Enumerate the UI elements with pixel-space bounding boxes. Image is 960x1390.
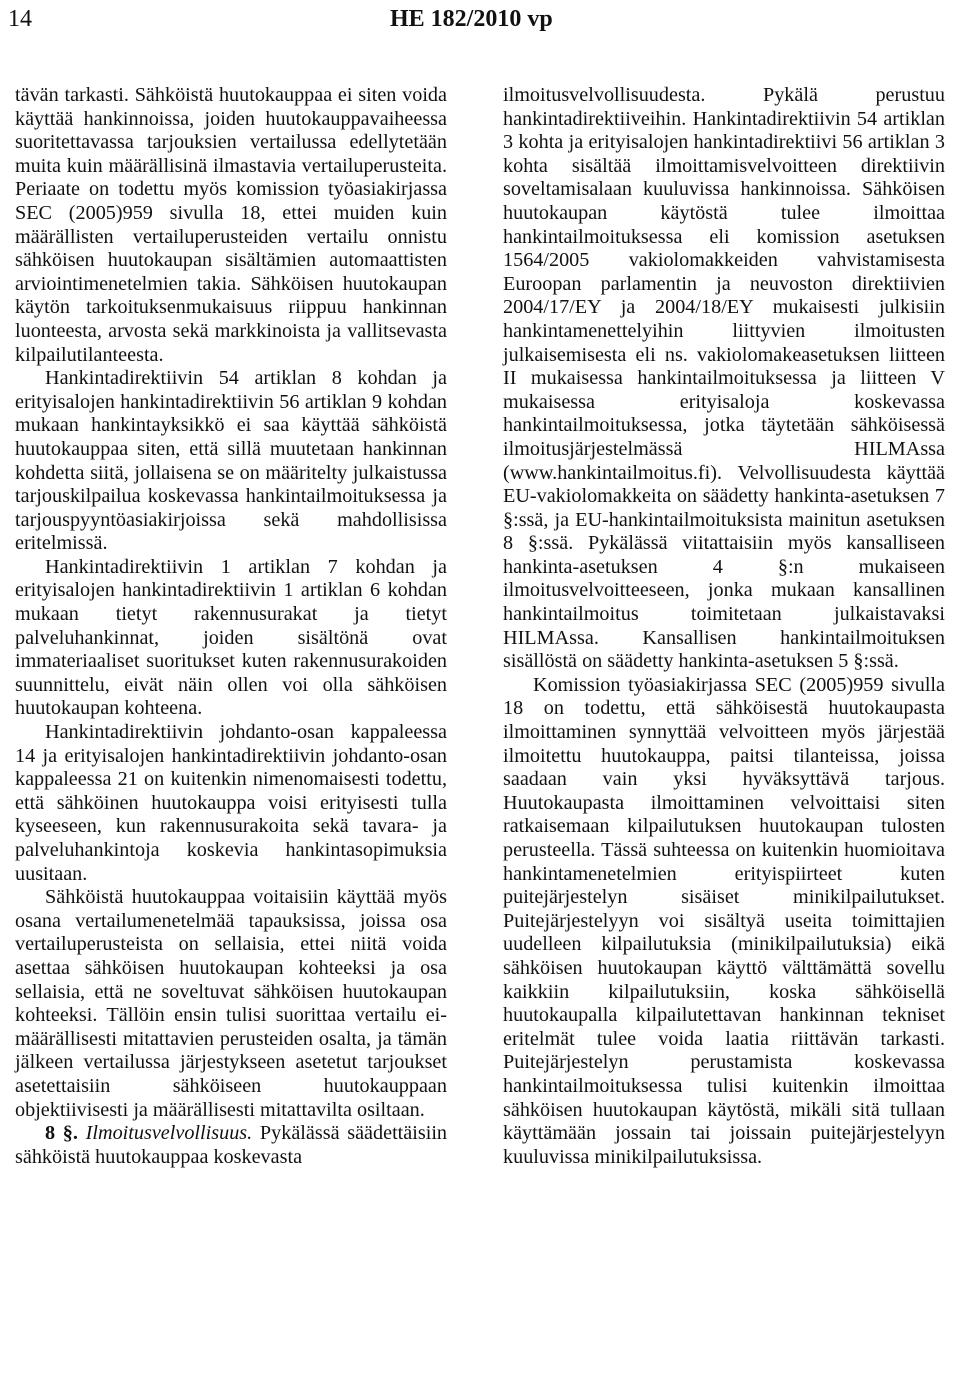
section-number: 8 §. — [45, 1122, 78, 1145]
paragraph: Hankintadirektiivin 54 artiklan 8 kohdan ja erityisalojen hankintadirektiivin 56 artiklan 9 kohdan mukaan hankintayksikkö ei saa käyttää sähköistä huutokauppaa siten, että sillä muutetaan hankinnan kohdetta siitä, jollaisena se on määritelty julkaistussa tarjouskilpailua koskevassa hankintailmoituksessa ja tarjouspyyntöasiakirjoissa sekä mahdollisissa eritelmissä. — [15, 367, 447, 555]
paragraph: Hankintadirektiivin johdanto-osan kappaleessa 14 ja erityisalojen hankintadirektiivin johdanto-osan kappaleessa 21 on kuitenkin nimenomaisesti todettu, että sähköinen huutokauppa voisi erityisesti tulla kyseeseen, kun rakennusurakoita sekä tavara- ja palveluhankintoja koskevia hankintasopimuksia uusitaan. — [15, 721, 447, 885]
section-paragraph — [15, 1122, 447, 1169]
page-number: 14 — [8, 6, 32, 32]
paragraph: tävän tarkasti. Sähköistä huutokauppaa ei siten voida käyttää hankinnoissa, joiden huutokauppavaiheessa suoritettavassa tarjouksien vertailussa edellytetään muita kuin määrällisinä ilmastavia vertailuperusteita. Periaate on todettu myös komission työasiakirjassa SEC (2005)959 sivulla 18, ettei muiden kuin määrällisten vertailuperusteiden vertailu onnistu sähköisen huutokaupan sisältämien automaattisten arviointimenetelmien takia. Sähköisen huutokaupan käytön tarkoituksenmukaisuus riippuu hankinnan luonteesta, arvosta sekä markkinoista ja vallitsevasta kilpailutilanteesta. — [15, 84, 447, 366]
right-column — [503, 84, 945, 1169]
paragraph: ilmoitusvelvollisuudesta. Pykälä perustuu hankintadirektiiveihin. Hankintadirektiivin 54 artiklan 3 kohta ja erityisalojen hankintadirektiivi 56 artiklan 3 kohta sisältää ilmoittamisvelvoitteen direktiivin soveltamisalaan kuuluvissa hankinnoissa. Sähköisen huutokaupan käytöstä tulee ilmoittaa hankintailmoituksessa eli komission asetuksen 1564/2005 vakiolomakkeiden vahvistamisesta Euroopan parlamentin ja neuvoston direktiivien 2004/17/EY ja 2004/18/EY mukaisesti julkisiin hankintamenettelyihin liittyvien ilmoitusten julkaisemisesta eli ns. vakiolomakeasetuksen liitteen II mukaisessa hankintailmoituksessa ja liitteen V mukaisessa erityisaloja koskevassa hankintailmoituksessa, jotka täytetään sähköisessä ilmoitusjärjestelmässä HILMAssa (www.hankintailmoitus.fi). Velvollisuudesta käyttää EU-vakiolomakkeita on säädetty hankinta-asetuksen 7 §:ssä, ja EU-hankintailmoituksista mainitun asetuksen 8 §:ssä. Pykälässä viitattaisiin myös kansalliseen hankinta-asetuksen 4 §:n mukaiseen ilmoitusvelvoitteeseen, jonka mukaan kansallinen hankintailmoitus toimitetaan julkaistavaksi HILMAssa. Kansallisen hankintailmoituksen sisällöstä on säädetty hankinta-asetuksen 5 §:ssä. — [503, 84, 945, 673]
paragraph: Hankintadirektiivin 1 artiklan 7 kohdan ja erityisalojen hankintadirektiivin 1 artiklan 6 kohdan mukaan tietyt rakennusurakat ja tietyt palveluhankinnat, joiden sisältönä ovat immateriaaliset suoritukset kuten rakennusurakoiden suunnittelu, eivät näin ollen voi olla sähköisen huutokaupan kohteena. — [15, 555, 447, 720]
left-column — [15, 84, 447, 1169]
paragraph: Komission työasiakirjassa SEC (2005)959 sivulla 18 on todettu, että sähköisestä huutokaupasta ilmoittaminen synnyttää velvoitteen myös järjestää ilmoitettu huutokauppa, paitsi tilanteissa, joissa saadaan vain yksi hyväksyttävä tarjous. Huutokaupasta ilmoittaminen velvoittaisi siten ratkaisemaan kilpailutuksen huutokaupan tulosten perusteella. Tässä suhteessa on kuitenkin huomioitava hankintamenetelmien erityispiirteet kuten puitejärjestelyn sisäiset minikilpailutukset. Puitejärjestelyyn voi sisältyä useita toimittajien uudelleen kilpailutuksia (minikilpailutuksia) eikä sähköisen huutokaupan käyttö välttämättä sovellu kaikkiin kilpailutuksiin, koska sähköisellä huutokaupalla kilpailutettavan hankinnan tekniset eritelmät tulee voida laatia riittävän tarkasti. Puitejärjestelyn perustamista koskevassa hankintailmoituksessa tulisi kuitenkin ilmoittaa sähköisen huutokaupan käytöstä, mikäli sitä tullaan käyttämään jossain tai joissain puitejärjestelyyn kuuluvissa minikilpailutuksissa. — [503, 673, 945, 1168]
section-title: Ilmoitusvelvollisuus. — [85, 1122, 253, 1145]
document-id: HE 182/2010 vp — [390, 6, 553, 32]
section-text: Pykälässä säädettäisiin sähköistä huutokauppaa koskevasta — [15, 1122, 448, 1168]
paragraph: Sähköistä huutokauppaa voitaisiin käyttää myös osana vertailumenetelmää tapauksissa, joissa osa vertailuperusteista on sellaisia, ettei niitä voida asettaa sähköisen huutokaupan kohteeksi ja osa sellaisia, että ne soveltuvat sähköisen huutokaupan kohteeksi. Tällöin ensin tulisi suorittaa vertailu ei-määrällisesti mitattavien perusteiden osalta, ja tämän jälkeen vertailussa järjestykseen asetetut tarjoukset asetettaisiin sähköiseen huutokauppaan objektiivisesti ja määrällisesti mitattavilta osiltaan. — [15, 886, 447, 1121]
page-header — [0, 0, 960, 44]
